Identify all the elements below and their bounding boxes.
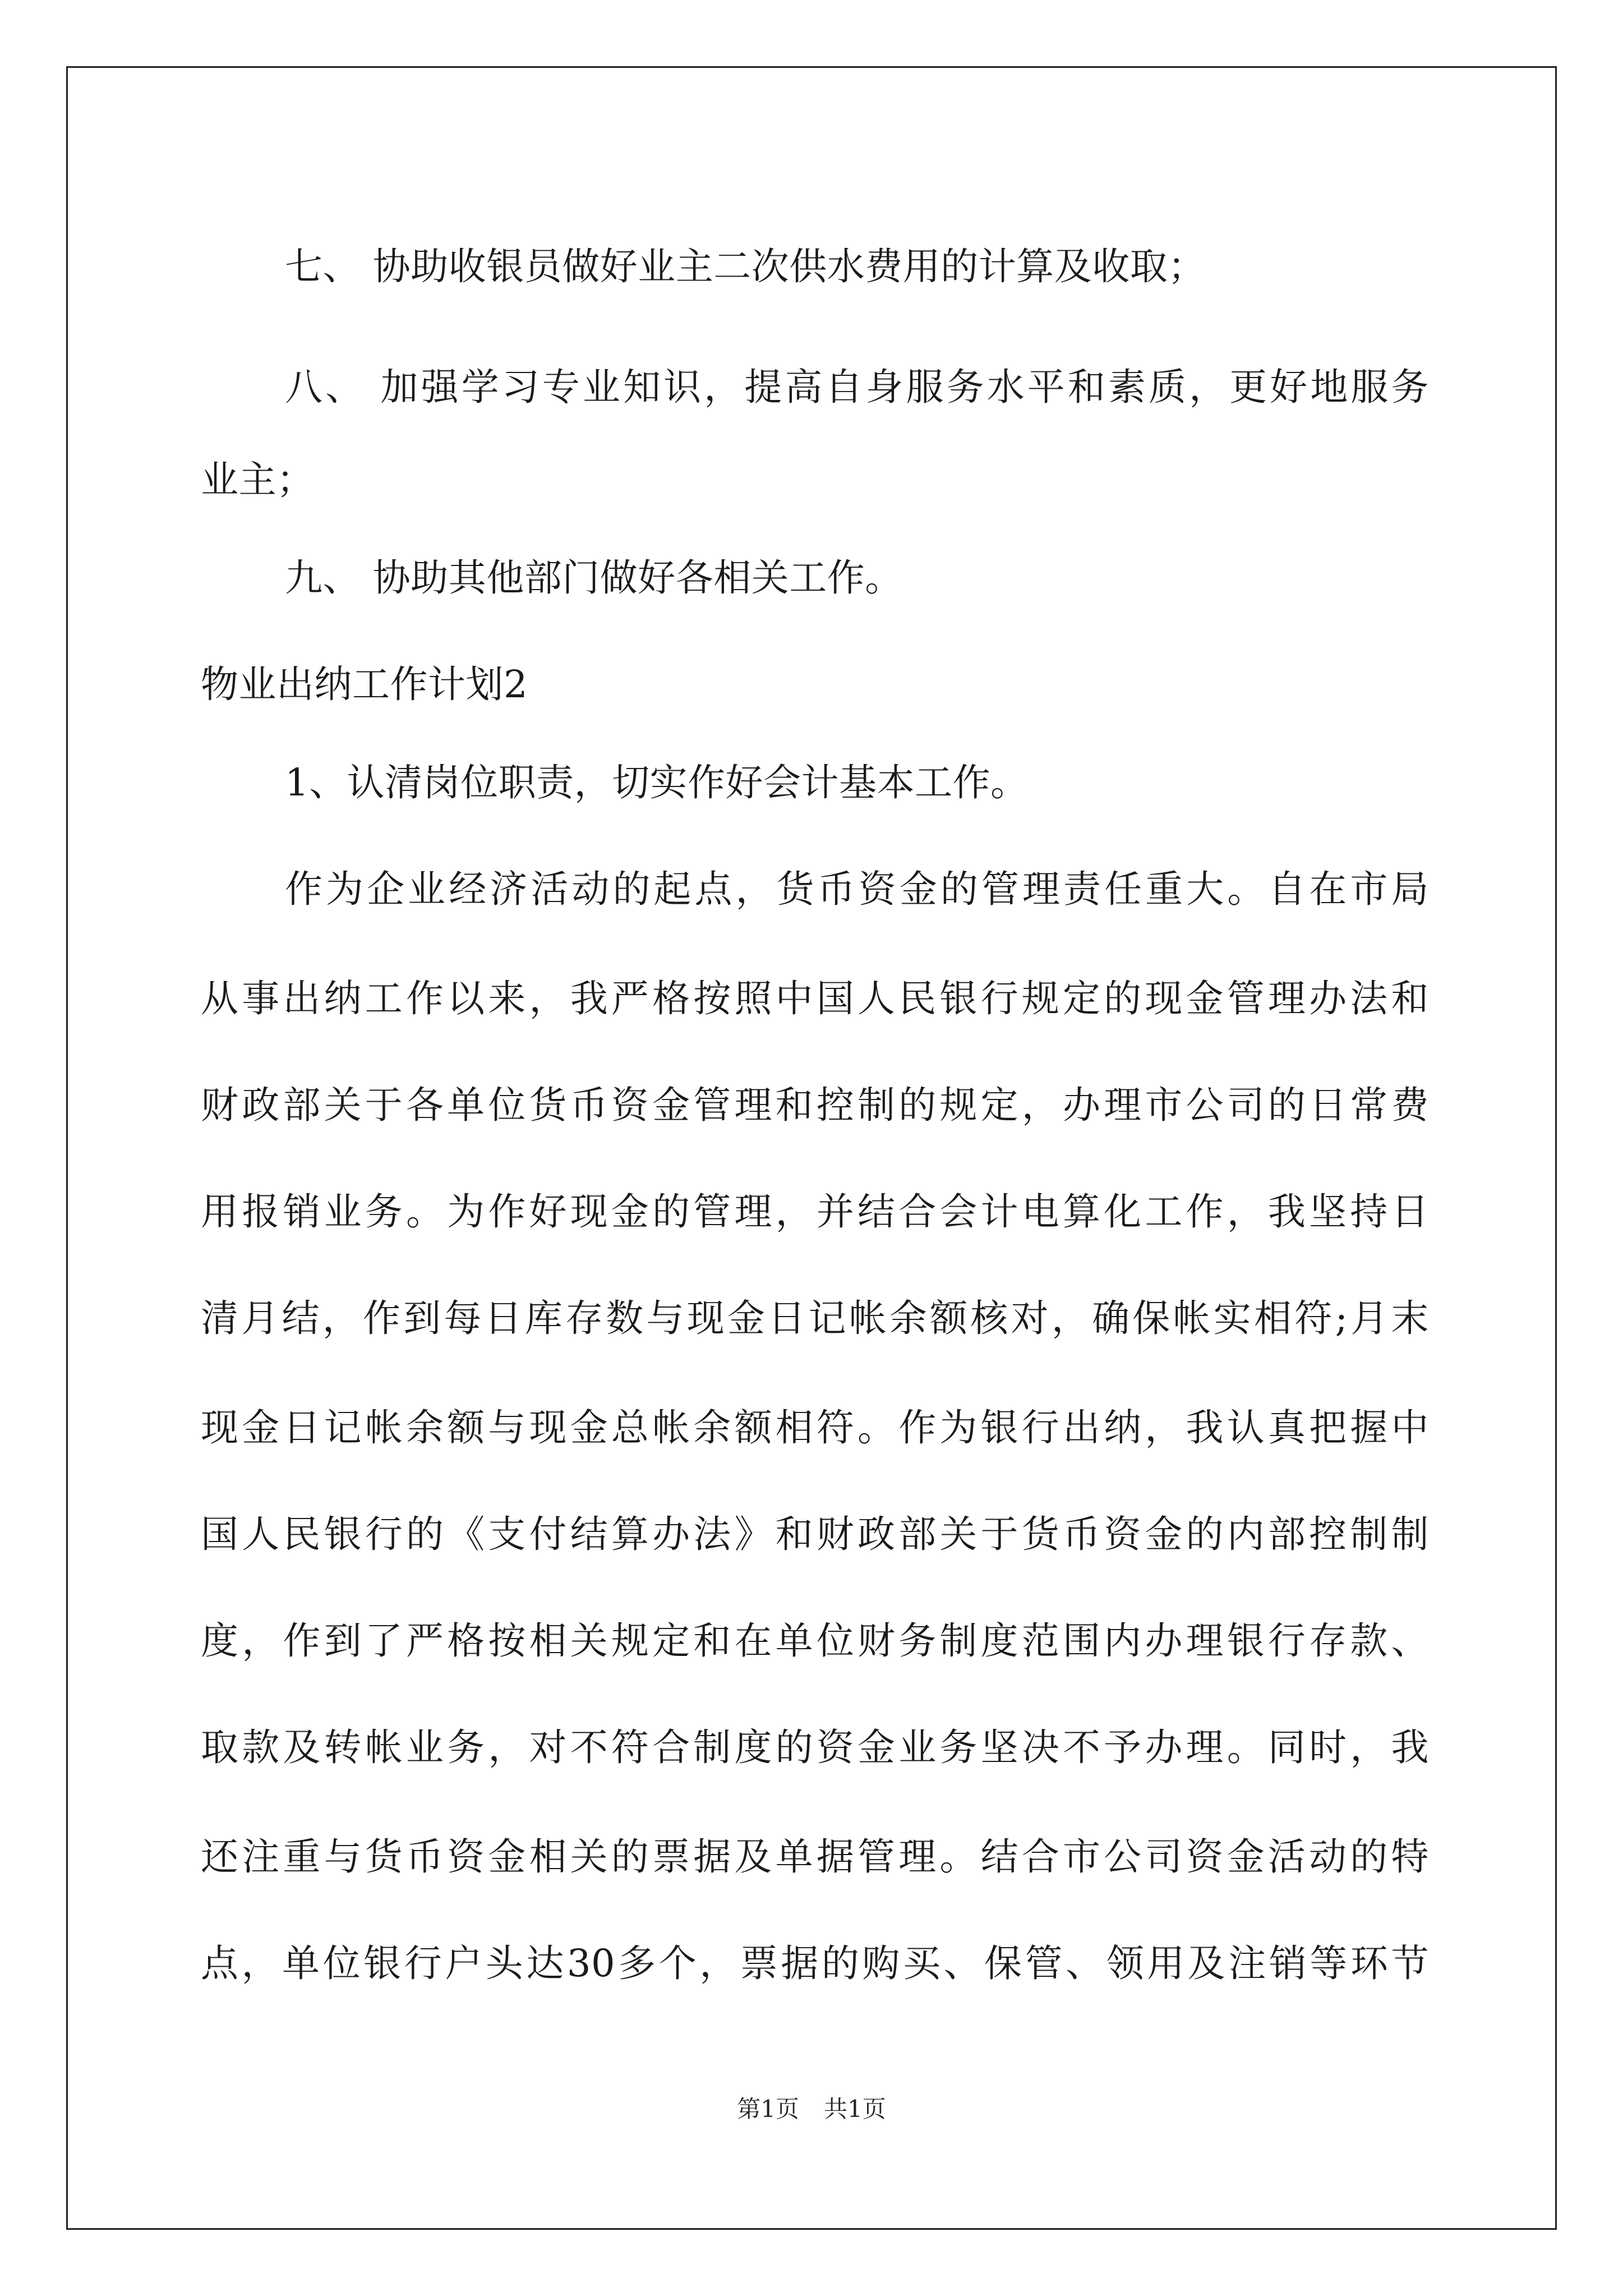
text-line: 国人民银行的《支付结算办法》和财政部关于货币资金的内部控制制 xyxy=(201,1512,1429,1556)
text-line: 业主； xyxy=(201,458,315,501)
text-line: 作为企业经济活动的起点，货币资金的管理责任重大。自在市局 xyxy=(285,867,1429,911)
page-footer xyxy=(0,2092,1623,2126)
text-line: 点，单位银行户头达30多个，票据的购买、保管、领用及注销等环节 xyxy=(201,1941,1429,1985)
text-line: 用报销业务。为作好现金的管理，并结合会计电算化工作，我坚持日 xyxy=(201,1190,1429,1234)
text-line: 还注重与货币资金相关的票据及单据管理。结合市公司资金活动的特 xyxy=(201,1835,1429,1879)
text-line: 度，作到了严格按相关规定和在单位财务制度范围内办理银行存款、 xyxy=(201,1619,1429,1663)
text-line: 九、 协助其他部门做好各相关工作。 xyxy=(285,556,903,600)
text-line: 财政部关于各单位货币资金管理和控制的规定，办理市公司的日常费 xyxy=(201,1083,1429,1127)
section-heading: 物业出纳工作计划2 xyxy=(201,662,528,706)
text-line: 取款及转帐业务，对不符合制度的资金业务坚决不予办理。同时，我 xyxy=(201,1726,1429,1769)
text-line: 七、 协助收银员做好业主二次供水费用的计算及收取； xyxy=(285,245,1206,288)
text-line: 1、认清岗位职责，切实作好会计基本工作。 xyxy=(285,761,1029,804)
text-line: 从事出纳工作以来，我严格按照中国人民银行规定的现金管理办法和 xyxy=(201,977,1429,1020)
text-line: 八、 加强学习专业知识，提高自身服务水平和素质，更好地服务 xyxy=(285,365,1429,409)
page-number: 第1页 xyxy=(737,2095,799,2123)
text-line: 清月结，作到每日库存数与现金日记帐余额核对，确保帐实相符;月末 xyxy=(201,1296,1429,1340)
text-line: 现金日记帐余额与现金总帐余额相符。作为银行出纳，我认真把握中 xyxy=(201,1406,1429,1450)
page-count: 共1页 xyxy=(824,2095,886,2123)
